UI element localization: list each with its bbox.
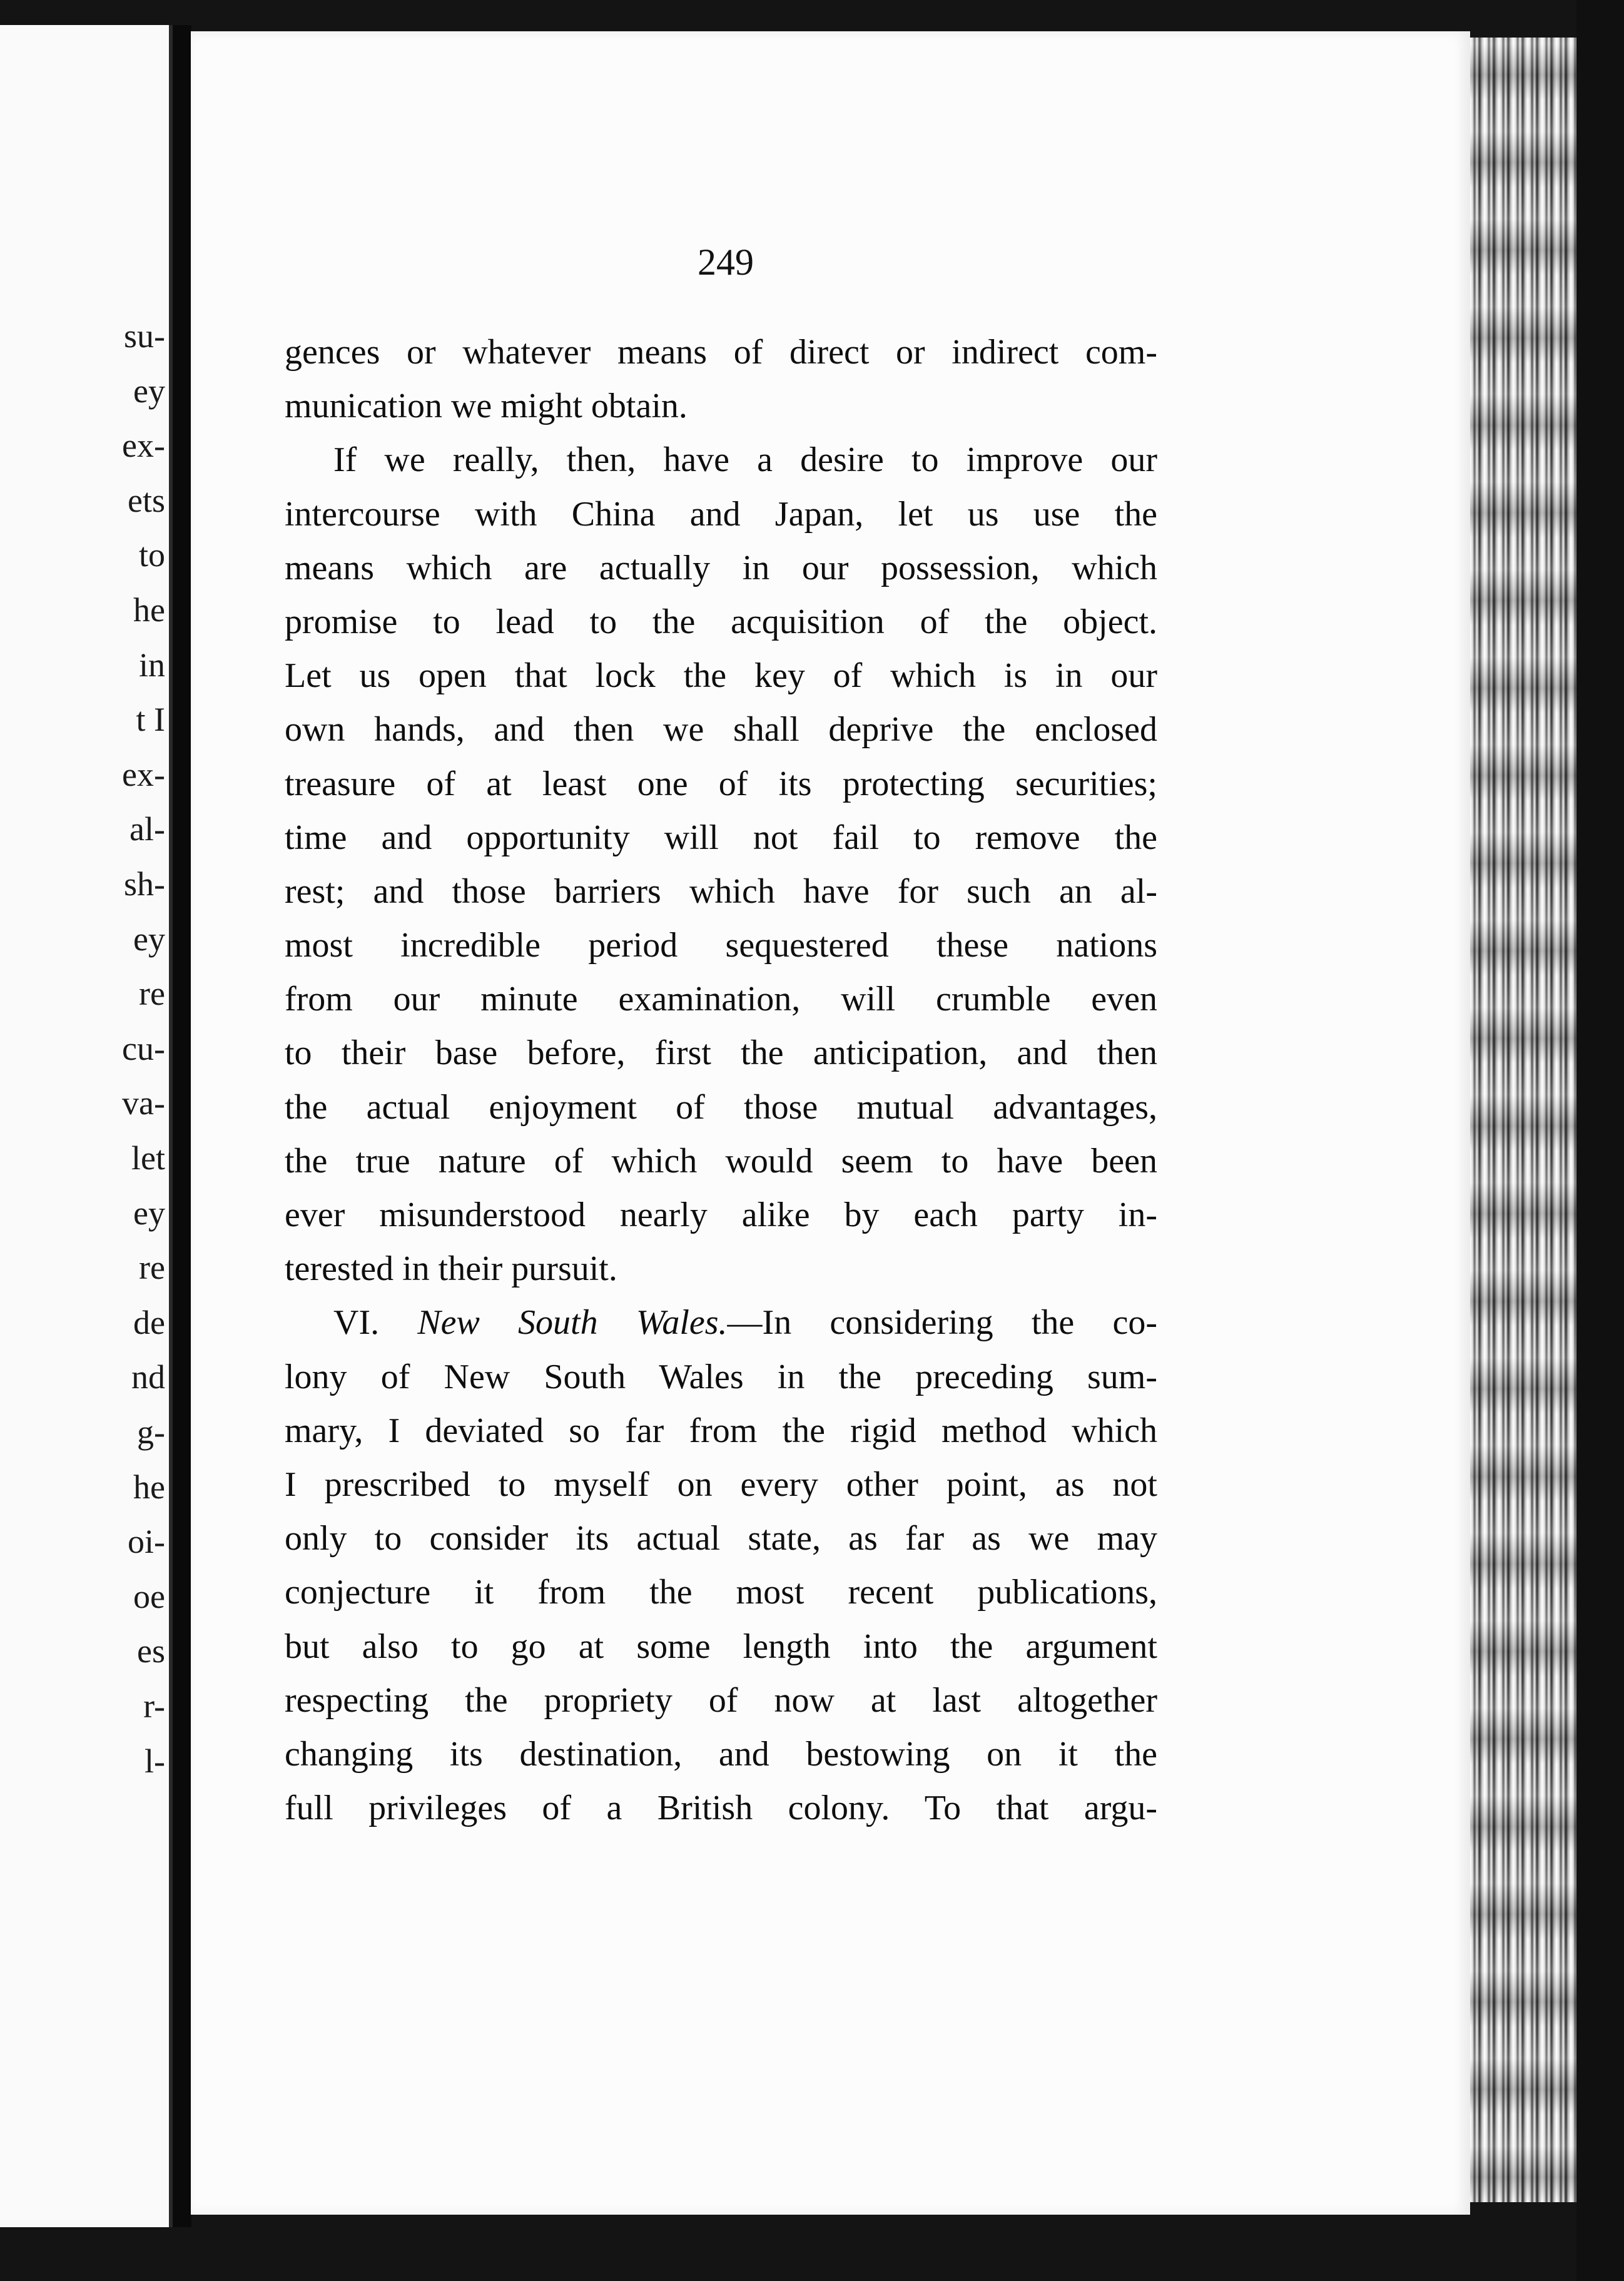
facing-page-line-fragment: ey xyxy=(133,372,165,410)
text-line: from our minute examination, will crumble even xyxy=(285,980,1157,1019)
text-line: If we really, then, have a desire to improve our xyxy=(333,440,1157,480)
text-line: the true nature of which would seem to have been xyxy=(285,1141,1157,1181)
facing-page-line-fragment: su- xyxy=(124,317,165,355)
text-line: lony of New South Wales in the preceding sum- xyxy=(285,1357,1157,1396)
facing-page-line-fragment: g- xyxy=(137,1413,165,1451)
facing-page-line-fragment: in xyxy=(138,646,165,684)
background-edge xyxy=(1576,0,1624,2281)
facing-page-line-fragment: ey xyxy=(133,1194,165,1232)
facing-page-line-fragment: to xyxy=(138,536,165,574)
facing-page-line-fragment: ex- xyxy=(122,755,165,793)
facing-page-line-fragment: r- xyxy=(143,1687,165,1725)
facing-page-line-fragment: de xyxy=(133,1303,165,1341)
facing-page-line-fragment: ey xyxy=(133,920,165,958)
facing-page-line-fragment: sh- xyxy=(124,865,165,903)
facing-page-line-fragment: oi- xyxy=(128,1523,165,1561)
text-line: only to consider its actual state, as far as we may xyxy=(285,1519,1157,1558)
text-line: own hands, and then we shall deprive the enclosed xyxy=(285,710,1157,749)
section-number: VI. xyxy=(333,1303,380,1343)
facing-page-line-fragment: re xyxy=(139,975,165,1013)
body-text xyxy=(285,325,1157,1835)
text-line: promise to lead to the acquisition of the object. xyxy=(285,602,1157,641)
facing-page-line-fragment: al- xyxy=(129,810,165,848)
text-line: conjecture it from the most recent publications, xyxy=(285,1573,1157,1612)
facing-page-line-fragment: l- xyxy=(145,1742,165,1780)
facing-page-line-fragment: va- xyxy=(122,1084,165,1122)
page-number: 249 xyxy=(698,241,754,283)
facing-page-line-fragment: let xyxy=(131,1139,165,1177)
text-line: I prescribed to myself on every other point, as not xyxy=(285,1465,1157,1504)
text-line: intercourse with China and Japan, let us use the xyxy=(285,494,1157,534)
facing-page-line-fragment: he xyxy=(133,1468,165,1506)
facing-page-line-fragment: cu- xyxy=(122,1029,165,1067)
facing-page-line-fragment: re xyxy=(139,1249,165,1287)
text-line: mary, I deviated so far from the rigid method which xyxy=(285,1411,1157,1450)
text-line: but also to go at some length into the argument xyxy=(285,1627,1157,1666)
book-gutter xyxy=(173,25,191,2227)
section-heading: New South Wales. xyxy=(417,1303,728,1343)
page-edges xyxy=(1470,38,1576,2202)
text-line: full privileges of a British colony. To that argu- xyxy=(285,1789,1157,1828)
facing-page-fragment xyxy=(0,25,173,2227)
text-line: munication we might obtain. xyxy=(285,387,688,426)
facing-page-line-fragment: es xyxy=(137,1632,165,1670)
facing-page-line-fragment: ets xyxy=(128,481,165,519)
text-line: to their base before, first the anticipation, and then xyxy=(285,1034,1157,1073)
text-line: changing its destination, and bestowing on it the xyxy=(285,1734,1157,1774)
text-line: ever misunderstood nearly alike by each party in- xyxy=(285,1196,1157,1234)
text-line: respecting the propriety of now at last altogether xyxy=(285,1680,1157,1720)
facing-page-line-fragment: t I xyxy=(136,701,165,739)
text-line: Let us open that lock the key of which is in our xyxy=(285,656,1157,696)
facing-page-line-fragment: oe xyxy=(133,1577,165,1615)
text-line: means which are actually in our possession, which xyxy=(285,548,1157,587)
text-line: terested in their pursuit. xyxy=(285,1249,617,1289)
text-line: time and opportunity will not fail to remove the xyxy=(285,818,1157,857)
text-line xyxy=(285,1296,1157,1349)
text-line: treasure of at least one of its protecting securities; xyxy=(285,764,1157,803)
text-line: gences or whatever means of direct or indirect com- xyxy=(285,333,1157,372)
text-line: rest; and those barriers which have for such an al- xyxy=(285,871,1157,911)
text-line: most incredible period sequestered these nations xyxy=(285,926,1157,965)
text-line: the actual enjoyment of those mutual advantages, xyxy=(285,1087,1157,1127)
facing-page-line-fragment: nd xyxy=(131,1358,165,1396)
facing-page-line-fragment: ex- xyxy=(122,427,165,465)
facing-page-line-fragment: he xyxy=(133,591,165,629)
line-text: —In considering the co- xyxy=(727,1303,1157,1343)
